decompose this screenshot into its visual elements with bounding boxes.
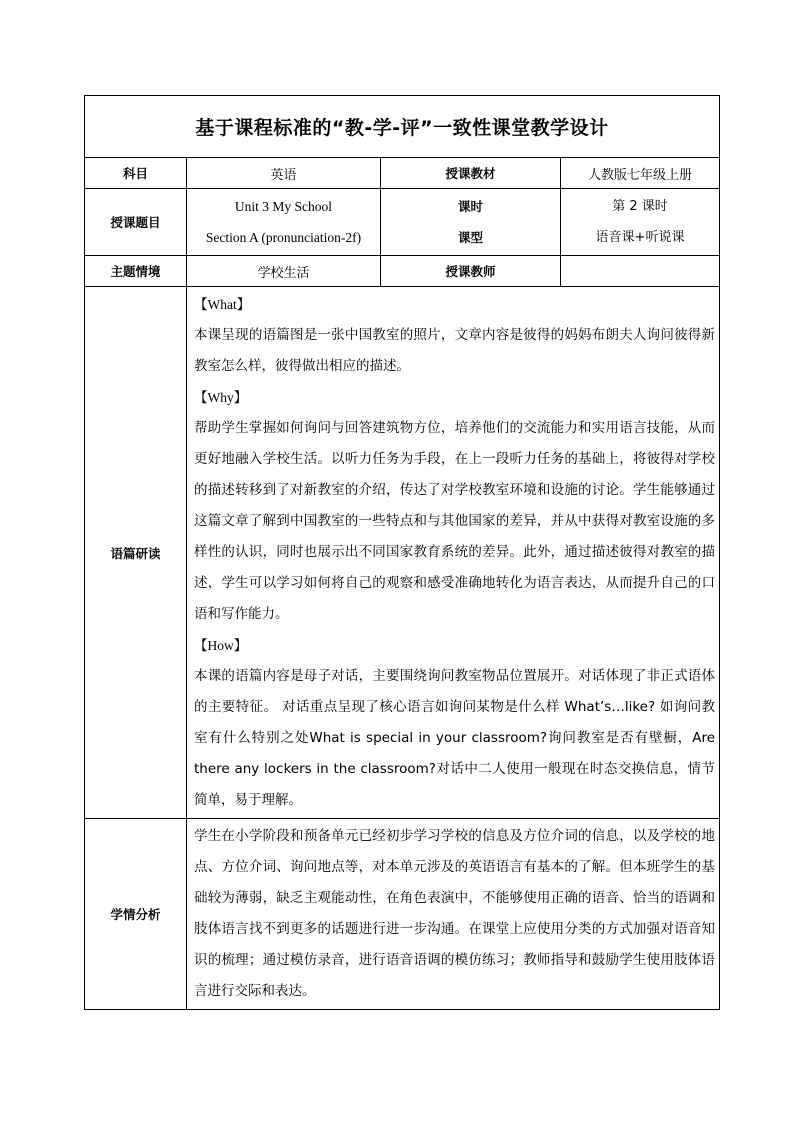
what-text: 本课呈现的语篇图是一张中国教室的照片，文章内容是彼得的妈妈布朗夫人询问彼得新教室怎么样，彼得做出相应的描述。: [194, 327, 715, 374]
type-label: 课型: [457, 230, 483, 245]
textbook-label: 授课教材: [381, 158, 561, 189]
period-type-values: [561, 189, 720, 256]
teacher-value: [561, 256, 720, 287]
lesson-design-table: [84, 95, 720, 1010]
theme-value: 学校生活: [187, 256, 381, 287]
analysis-label: 语篇研读: [85, 287, 187, 819]
period-value: 第 2 课时: [612, 199, 668, 214]
why-heading: 【Why】: [194, 390, 248, 405]
what-heading: 【What】: [194, 297, 251, 312]
topic-label: 授课题目: [85, 189, 187, 256]
why-text: 帮助学生掌握如何询问与回答建筑物方位，培养他们的交流能力和实用语言技能，从而更好地融入学校生活。以听力任务为手段，在上一段听力任务的基础上，将彼得对学校的描述转移到了对新教室的介绍，传达了对学校教室环境和设施的讨论。学生能够通过这篇文章了解到中国教室的一些特点和与其他国家的差异，并从中获得对教室设施的多样性的认识，同时也展示出不同国家教育系统的差异。此外，通过描述彼得对教室的描述，学生可以学习如何将自己的观察和感受准确地转化为语言表达，从而提升自己的口语和写作能力。: [194, 420, 715, 622]
learners-text: 学生在小学阶段和预备单元已经初步学习学校的信息及方位介词的信息，以及学校的地点、方位介词、询问地点等，对本单元涉及的英语语言有基本的了解。但本班学生的基础较为薄弱，缺乏主观能动性，在角色表演中，不能够使用正确的语音、恰当的语调和肢体语言找不到更多的话题进行进一步沟通。在课堂上应使用分类的方式加强对语音知识的梳理；通过模仿录音，进行语音语调的模仿练习；教师指导和鼓励学生使用肢体语言进行交际和表达。: [194, 828, 715, 999]
subject-value: 英语: [187, 158, 381, 189]
learners-label: 学情分析: [85, 819, 187, 1010]
analysis-content: [187, 287, 720, 819]
type-value: 语音课+听说课: [595, 230, 685, 245]
how-heading: 【How】: [194, 638, 248, 653]
topic-line-2: Section A (pronunciation-2f): [205, 230, 362, 245]
topic-line-1: Unit 3 My School: [234, 199, 333, 214]
subject-label: 科目: [85, 158, 187, 189]
textbook-value: 人教版七年级上册: [561, 158, 720, 189]
learners-content: [187, 819, 720, 1010]
topic-value: [187, 189, 381, 256]
how-text: 本课的语篇内容是母子对话，主要围绕询问教室物品位置展开。对话体现了非正式语体的主要特征。 对话重点呈现了核心语言如询问某物是什么样 What’s…like? 如询问教室有什么特别之处What is special in your classroom?询问教室是否有壁橱，Are there any lockers in the classroom?对话中二人使用一般现在时态交换信息，情节简单，易于理解。: [194, 668, 715, 808]
period-type-labels: [381, 189, 561, 256]
document-title: 基于课程标准的“教-学-评”一致性课堂教学设计: [85, 96, 720, 158]
theme-label: 主题情境: [85, 256, 187, 287]
teacher-label: 授课教师: [381, 256, 561, 287]
period-label: 课时: [457, 199, 483, 214]
